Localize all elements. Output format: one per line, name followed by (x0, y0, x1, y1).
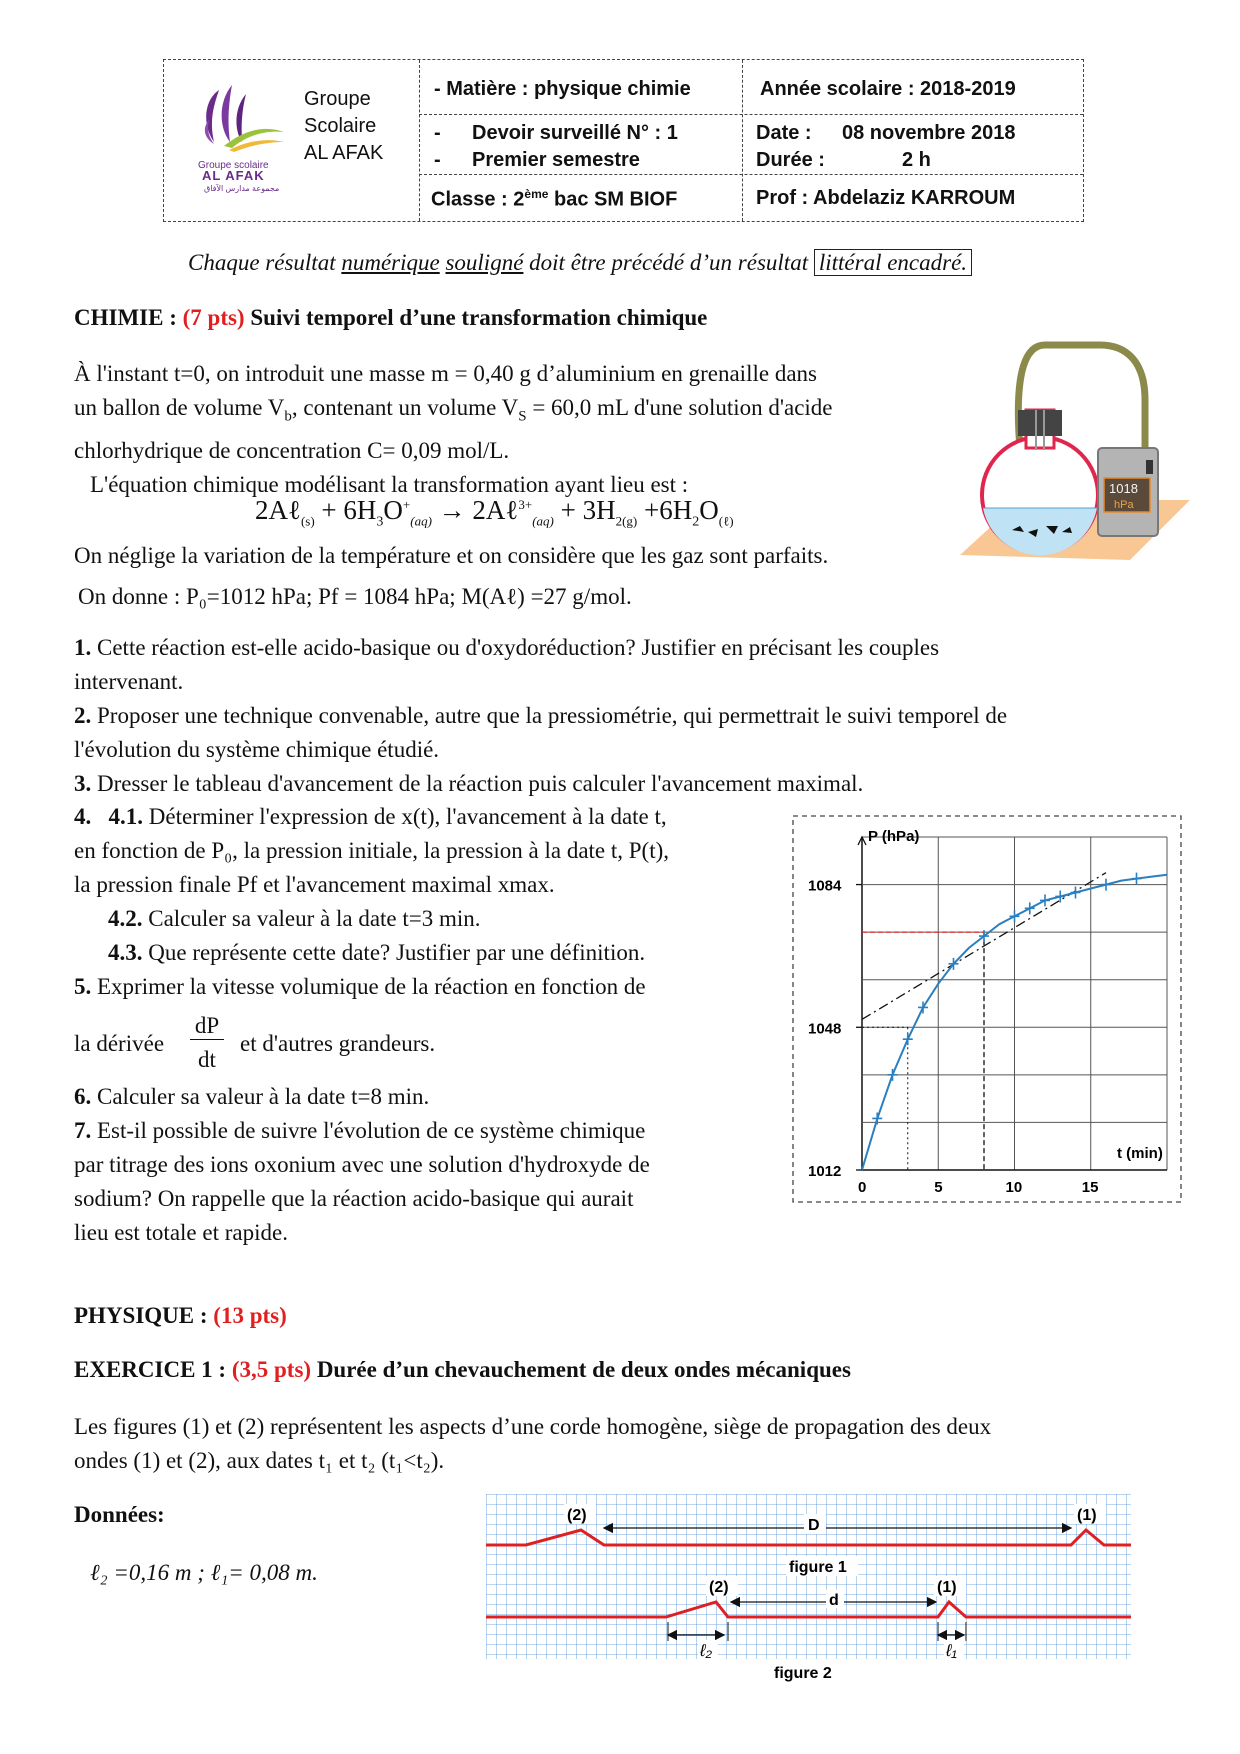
wave-2-label-fig1: (2) (567, 1507, 587, 1524)
pressiometer-unit: hPa (1114, 499, 1134, 511)
distance-d-label: d (829, 1592, 839, 1609)
exercice-1-heading: EXERCICE 1 : (3,5 pts) Durée d’un chevauchement de deux ondes mécaniques (74, 1357, 851, 1382)
wave-1-label-fig2: (1) (937, 1579, 957, 1596)
logo-text-arabic: مجموعة مدارس الآفاق (204, 184, 280, 193)
header-table: Groupe scolaire AL AFAK مجموعة مدارس الآفاق Groupe Scolaire AL AFAK - Matière : physique chimie Année scolaire : 2018-2019 - Devoir surveillé N° : 1 - Premier semestre Date : 08 novembre 2018 Durée : 2 h Classe : 2ème bac SM BIOF Prof : Abdelaziz KARROUM (163, 59, 1084, 222)
flask-pressiometer-illustration (950, 340, 1190, 580)
questions-1-3: 1. Cette réaction est-elle acido-basique ou d'oxydoréduction? Justifier en précisant les couples intervenant. 2. Proposer une technique convenable, autre que la pressiométrie, qui permettrait le suivi temporel de l'évolution du système chimique étudié. 3. Dresser le tableau d'avancement de la réaction puis calculer l'avancement maximal. (74, 631, 1184, 801)
chimie-donne: On donne : P₀=1012 hPa; Pf = 1084 hPa; M(Aℓ) =27 g/mol. (78, 584, 632, 609)
wave-1-label-fig1: (1) (1077, 1507, 1097, 1524)
school-name-3: AL AFAK (304, 142, 384, 164)
physique-heading: PHYSIQUE : (13 pts) (74, 1303, 287, 1328)
school-name-1: Groupe (304, 88, 371, 110)
classe: Classe : 2ème bac SM BIOF (431, 187, 678, 211)
length-l2-label: ℓ₂ (700, 1641, 712, 1660)
date-value: 08 novembre 2018 (842, 122, 1016, 144)
matiere: - Matière : physique chimie (434, 78, 691, 100)
pressiometer-value: 1018 (1109, 481, 1138, 496)
donnees-values: ℓ₂ =0,16 m ; ℓ₁= 0,08 m. (90, 1560, 318, 1585)
wave-figure (486, 1494, 1136, 1684)
length-l1-label: ℓ₁ (946, 1641, 957, 1660)
question-4-3: 4.3. Que représente cette date? Justifier par une définition. (108, 940, 646, 965)
question-4-1: 4. 4.1. Déterminer l'expression de x(t), l'avancement à la date t, (74, 804, 667, 829)
figure-2-label: figure 2 (774, 1665, 832, 1682)
chart-ytick-label: 1084 (808, 877, 842, 895)
duree-label: Durée : (756, 149, 825, 171)
chimie-note: On néglige la variation de la température et on considère que les gaz sont parfaits. (74, 543, 829, 568)
chart-xtick-label: 10 (1005, 1179, 1023, 1196)
chart-xtick-label: 5 (934, 1179, 943, 1196)
distance-D-label: D (808, 1517, 820, 1534)
question-6: 6. Calculer sa valeur à la date t=8 min. (74, 1084, 430, 1109)
questions-6-7: 6. Calculer sa valeur à la date t=8 min. 7. Est-il possible de suivre l'évolution de ce système chimique par titrage des ions oxonium avec une solution d'hydroxyde de sodium? On rappelle que la réaction acido-basique qui aurait lieu est totale et rapide. (74, 1080, 794, 1250)
school-name-2: Scolaire (304, 115, 377, 137)
exercice-1-text: Les figures (1) et (2) représentent les aspects d’une corde homogène, siège de propagation des deux ondes (1) et (2), aux dates t₁ et t₂ (t₁<t₂). (74, 1414, 992, 1473)
question-2: 2. Proposer une technique convenable, autre que la pressiométrie, qui permettrait le suivi temporel de (74, 703, 1008, 728)
chemical-equation: 2Aℓ$_{(s)}$ + $6H_3O^+_{(aq)}$ → 2Aℓ$^{3+}_{(aq)}$ + $3H_{2(g)} +6H_2O_{(\ell)}$ (255, 495, 734, 530)
logo-text-2: AL AFAK (202, 168, 265, 183)
chart-xtick-label: 0 (858, 1179, 867, 1196)
question-7: 7. Est-il possible de suivre l'évolution de ce système chimique (74, 1118, 646, 1143)
chart-xlabel: t (min) (1117, 1145, 1163, 1162)
wave-2-label-fig2: (2) (709, 1579, 729, 1596)
pressure-chart (792, 815, 1182, 1203)
date-label: Date : (756, 122, 812, 144)
semestre: Premier semestre (472, 149, 640, 171)
annee-scolaire: Année scolaire : 2018-2019 (760, 78, 1016, 100)
donnees-label: Données: (74, 1502, 165, 1527)
school-logo (184, 80, 294, 200)
chimie-intro: À l'instant t=0, on introduit une masse m = 0,40 g d’aluminium en grenaille dans un ballon de volume $V_b$, contenant un volume $V_S = 60,0$ mL d'une solution d'acide chlorhydrique de concentration C= 0,09 mol/L. L'équation chimique modélisant la transformation ayant lieu est : (74, 361, 833, 497)
question-4-2: 4.2. Calculer sa valeur à la date t=3 min. (108, 906, 481, 931)
logo-text-1: Groupe scolaire (198, 160, 269, 171)
chimie-heading: CHIMIE : (7 pts) Suivi temporel d’une transformation chimique (74, 305, 708, 330)
devoir: Devoir surveillé N° : 1 (472, 122, 678, 144)
question-3: 3. Dresser le tableau d'avancement de la réaction puis calculer l'avancement maximal. (74, 771, 864, 796)
chart-xtick-label: 15 (1081, 1179, 1099, 1196)
chart-ytick-label: 1048 (808, 1020, 842, 1038)
chart-ytick-label: 1012 (808, 1163, 842, 1180)
instruction-line: Chaque résultat numérique souligné doit être précédé d’un résultat littéral encadré. (188, 250, 972, 276)
chart-ylabel: P (hPa) (868, 828, 920, 845)
prof: Prof : Abdelaziz KARROUM (756, 187, 1016, 209)
question-1: 1. Cette réaction est-elle acido-basique ou d'oxydoréduction? Justifier en précisant les couples (74, 635, 940, 660)
figure-1-label: figure 1 (789, 1559, 847, 1576)
duree-value: 2 h (902, 149, 931, 171)
questions-4-7: 4. 4.1. Déterminer l'expression de x(t), l'avancement à la date t, en fonction de P₀, la pression initiale, la pression à la date t, P(t), la pression finale Pf et l'avancement maximal xmax. 4.2. Calculer sa valeur à la date t=3 min. 4.3. Que représente cette date? Justifier par une définition. 5. Exprimer la vitesse volumique de la réaction en fonction de (74, 800, 794, 1004)
question-5: 5. Exprimer la vitesse volumique de la réaction en fonction de (74, 974, 646, 999)
